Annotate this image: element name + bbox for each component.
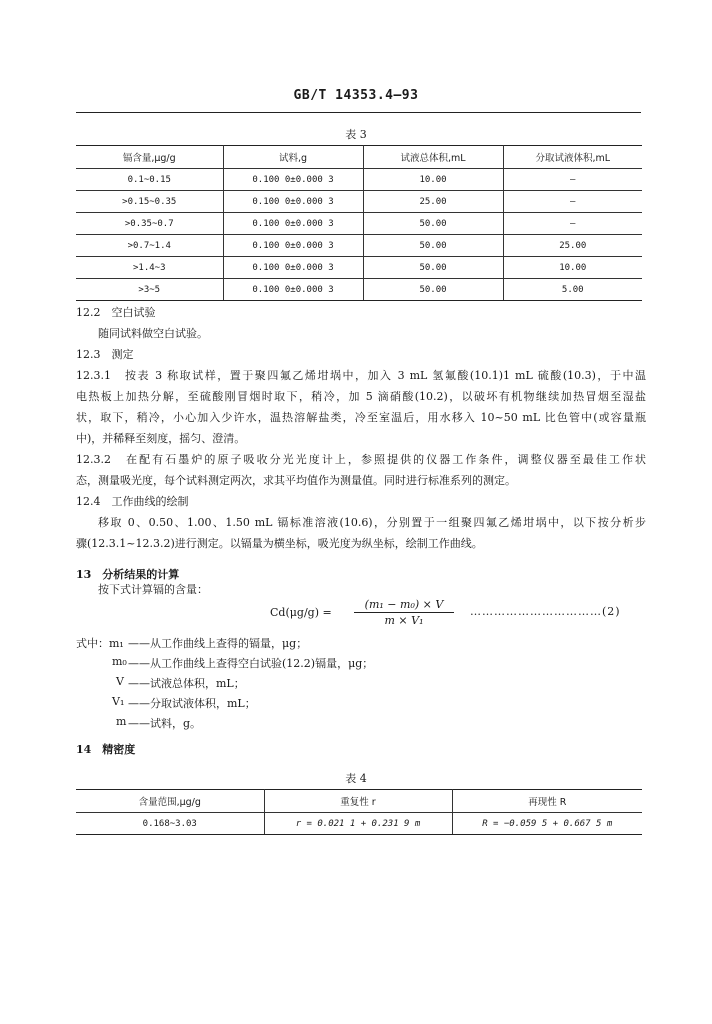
table-cell: >0.7~1.4 <box>76 235 223 257</box>
table-cell: 25.00 <box>503 235 642 257</box>
section-12-3-1-line: 中)，并稀释至刻度，摇匀、澄清。 <box>76 432 246 445</box>
section-12-3-1-line: 12.3.1 按表 3 称取试样，置于聚四氟乙烯坩埚中，加入 3 mL 氢氟酸(10.1)1 mL 硫酸(10.3)，于中温 <box>76 369 646 382</box>
table3-header-cell: 试液总体积,mL <box>363 146 503 169</box>
table-cell: >3~5 <box>76 279 223 301</box>
table3-header-cell: 试料,g <box>223 146 363 169</box>
table-cell: 10.00 <box>363 169 503 191</box>
table-row <box>76 191 642 213</box>
table-cell: 0.100 0±0.000 3 <box>223 213 363 235</box>
table-row <box>76 235 642 257</box>
section-12-3-2-line: 态，测量吸光度，每个试料测定两次，求其平均值作为测量值。同时进行标准系列的测定。 <box>76 474 516 487</box>
formula-fraction <box>354 598 454 627</box>
table-cell: 25.00 <box>363 191 503 213</box>
formula-lhs: Cd(μg/g) = <box>270 606 332 619</box>
fraction-bar <box>354 612 454 613</box>
section-12-2-title: 12.2 空白试验 <box>76 306 156 319</box>
table-cell: 0.168~3.03 <box>76 813 264 835</box>
table-cell: — <box>503 169 642 191</box>
section-12-4-title: 12.4 工作曲线的绘制 <box>76 495 189 508</box>
formula-denominator: m × V₁ <box>384 614 424 627</box>
table-cell: >0.35~0.7 <box>76 213 223 235</box>
table4-header-cell: 重复性 r <box>264 790 452 813</box>
table-row <box>76 279 642 301</box>
section-12-3-title: 12.3 测定 <box>76 348 134 361</box>
variable-desc: ——从工作曲线上查得的镉量，μg； <box>128 637 308 650</box>
variable-desc: ——分取试液体积，mL； <box>128 697 256 710</box>
section-12-4-line: 骤(12.3.1~12.3.2)进行测定。以镉量为横坐标，吸光度为纵坐标，绘制工作曲线。 <box>76 537 483 550</box>
formula-numerator: (m₁ − m₀) × V <box>364 598 444 611</box>
table-cell: 0.100 0±0.000 3 <box>223 191 363 213</box>
variable-desc: ——试料，g。 <box>128 717 202 730</box>
header-rule <box>76 112 641 113</box>
table-cell: R = −0.059 5 + 0.667 5 m <box>452 813 642 835</box>
section-12-3-1-line: 状，取下，稍冷，小心加入少许水，温热溶解盐类，冷至室温后，用水移入 10~50 mL 比色管中(或容量瓶 <box>76 411 646 424</box>
table-cell: 0.1~0.15 <box>76 169 223 191</box>
table-cell: — <box>503 191 642 213</box>
table-cell: — <box>503 213 642 235</box>
variable-symbol: m <box>116 715 127 728</box>
table4-header-cell: 再现性 R <box>452 790 642 813</box>
variable-symbol: V₁ <box>112 695 125 708</box>
table-cell: 0.100 0±0.000 3 <box>223 279 363 301</box>
table-cell: 50.00 <box>363 213 503 235</box>
variable-desc: ——从工作曲线上查得空白试验(12.2)镉量，μg； <box>128 657 374 670</box>
section-13-intro: 按下式计算镉的含量： <box>98 583 208 596</box>
table-cell: 5.00 <box>503 279 642 301</box>
standard-number-header: GB/T 14353.4—93 <box>293 88 419 103</box>
table4-header-cell: 含量范围,μg/g <box>76 790 264 813</box>
table4-caption: 表 4 <box>345 772 367 785</box>
table3-caption: 表 3 <box>345 128 367 141</box>
section-12-3-2-line: 12.3.2 在配有石墨炉的原子吸收分光光度计上，参照提供的仪器工作条件，调整仪器至最佳工作状 <box>76 453 646 466</box>
variable-symbol: V <box>116 675 124 688</box>
section-12-4-line: 移取 0、0.50、1.00、1.50 mL 镉标准溶液(10.6)，分别置于一组聚四氟乙烯坩埚中，以下按分析步 <box>98 516 646 529</box>
section-13-title: 13 分析结果的计算 <box>76 568 180 581</box>
table3-header-cell: 镉含量,μg/g <box>76 146 223 169</box>
table-row <box>76 213 642 235</box>
table4-header-row <box>76 790 642 813</box>
table-cell: 50.00 <box>363 235 503 257</box>
table-row <box>76 169 642 191</box>
table-row <box>76 257 642 279</box>
table-cell: >1.4~3 <box>76 257 223 279</box>
table-cell: 50.00 <box>363 257 503 279</box>
table4 <box>76 789 642 835</box>
table-cell: 0.100 0±0.000 3 <box>223 235 363 257</box>
table-cell: >0.15~0.35 <box>76 191 223 213</box>
section-12-3-1-line: 电热板上加热分解，至硫酸刚冒烟时取下，稍冷，加 5 滴硝酸(10.2)，以破坏有机物继续加热冒烟至湿盐 <box>76 390 646 403</box>
table-cell: 0.100 0±0.000 3 <box>223 257 363 279</box>
section-14-title: 14 精密度 <box>76 743 136 756</box>
table-cell: r = 0.021 1 + 0.231 9 m <box>264 813 452 835</box>
section-12-2-body: 随同试料做空白试验。 <box>98 327 208 340</box>
formula-number: ……………………………(2) <box>470 605 621 618</box>
variable-desc: ——试液总体积，mL； <box>128 677 245 690</box>
table3-header-row <box>76 146 642 169</box>
variable-symbol: 式中：m₁ <box>76 637 124 650</box>
table-cell: 50.00 <box>363 279 503 301</box>
table-cell: 0.100 0±0.000 3 <box>223 169 363 191</box>
table3 <box>76 145 642 301</box>
table3-header-cell: 分取试液体积,mL <box>503 146 642 169</box>
variable-symbol: m₀ <box>112 655 127 668</box>
table-cell: 10.00 <box>503 257 642 279</box>
table-row <box>76 813 642 835</box>
